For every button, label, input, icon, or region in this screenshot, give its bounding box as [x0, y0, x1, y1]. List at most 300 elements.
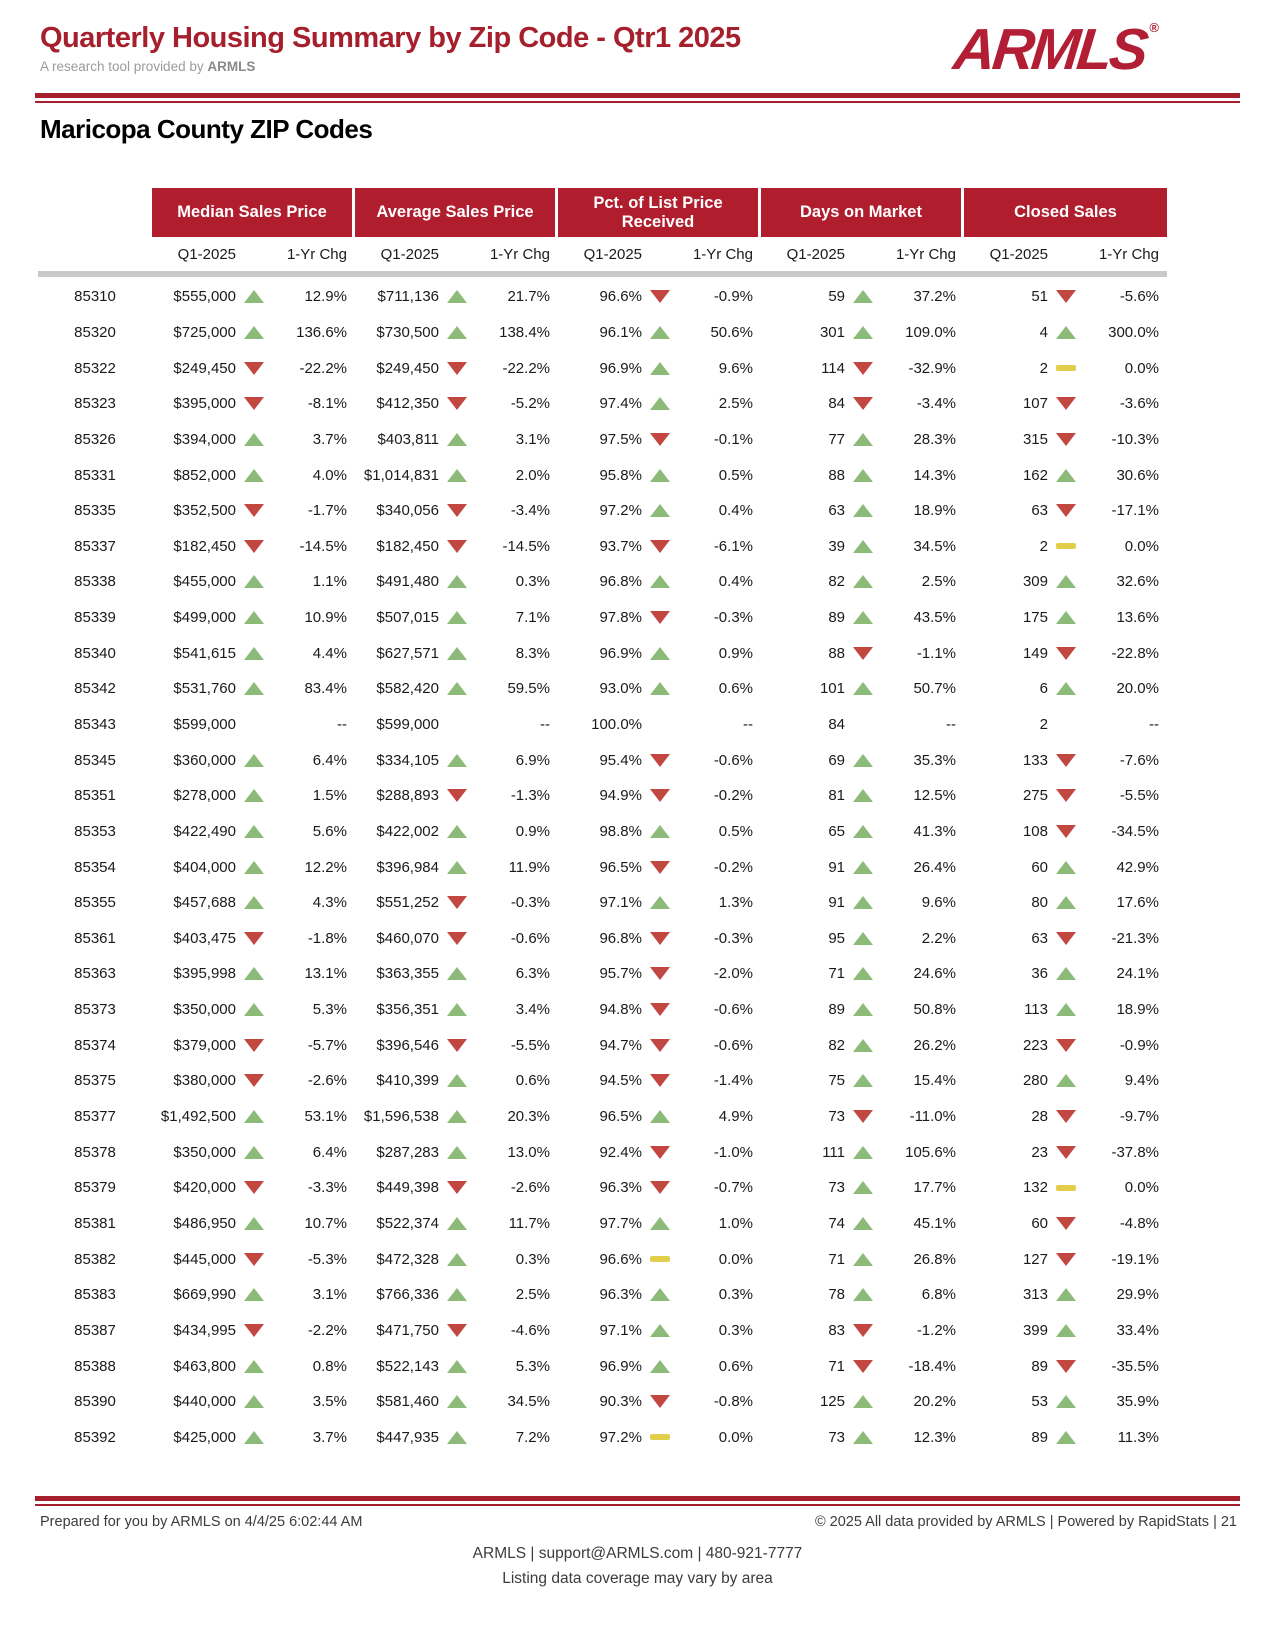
yr-change-value: 4.0% [312, 466, 347, 484]
zip-code: 85323 [74, 395, 116, 413]
down-arrow-icon [447, 1324, 467, 1337]
yr-change-value: 50.8% [913, 1001, 956, 1019]
table-row [38, 422, 1167, 458]
q1-value: $395,998 [173, 965, 236, 983]
up-arrow-icon [244, 967, 264, 980]
zip-code: 85382 [74, 1250, 116, 1268]
change-indicator [236, 647, 272, 660]
down-arrow-icon [1056, 504, 1076, 517]
zip-code: 85339 [74, 609, 116, 627]
yr-change-value: 0.3% [515, 573, 550, 591]
up-arrow-icon [1056, 1431, 1076, 1444]
change-indicator [1048, 932, 1084, 945]
change-indicator [236, 754, 272, 767]
table-row [38, 1134, 1167, 1170]
yr-change-value: -5.6% [1119, 288, 1159, 306]
q1-value: 89 [828, 609, 845, 627]
up-arrow-icon [853, 540, 873, 553]
q1-value: 97.4% [599, 395, 642, 413]
zip-code: 85355 [74, 894, 116, 912]
yr-change-value: 50.6% [710, 323, 753, 341]
q1-value: $457,688 [173, 894, 236, 912]
yr-change-value: 20.2% [913, 1393, 956, 1411]
down-arrow-icon [1056, 789, 1076, 802]
q1-value: 275 [1022, 787, 1048, 805]
up-arrow-icon [244, 1288, 264, 1301]
change-indicator [1048, 504, 1084, 517]
yr-change-value: 5.3% [312, 1001, 347, 1019]
q1-value: 73 [828, 1428, 845, 1446]
q1-value: $499,000 [173, 609, 236, 627]
subheader-q1: Q1-2025 [989, 245, 1048, 263]
yr-change-value: 53.1% [304, 1108, 347, 1126]
yr-change-value: 7.1% [515, 609, 550, 627]
change-indicator [845, 540, 881, 553]
change-indicator [642, 504, 678, 517]
yr-change-value: 59.5% [507, 680, 550, 698]
change-indicator [1048, 469, 1084, 482]
up-arrow-icon [447, 647, 467, 660]
change-indicator [1048, 754, 1084, 767]
yr-change-value: -0.3% [713, 929, 753, 947]
change-indicator [642, 1146, 678, 1159]
up-arrow-icon [1056, 611, 1076, 624]
change-indicator [236, 1003, 272, 1016]
yr-change-value: -6.1% [713, 537, 753, 555]
change-indicator [1048, 365, 1084, 371]
change-indicator [1048, 543, 1084, 549]
up-arrow-icon [244, 1360, 264, 1373]
yr-change-value: 17.6% [1116, 894, 1159, 912]
change-indicator [1048, 647, 1084, 660]
yr-change-value: -14.5% [502, 537, 550, 555]
q1-value: 91 [828, 894, 845, 912]
q1-value: 96.3% [599, 1179, 642, 1197]
q1-value: $1,596,538 [363, 1108, 439, 1126]
change-indicator [845, 861, 881, 874]
q1-value: 98.8% [599, 822, 642, 840]
change-indicator [1048, 326, 1084, 339]
up-arrow-icon [853, 1146, 873, 1159]
yr-change-value: 28.3% [913, 430, 956, 448]
page-title: Quarterly Housing Summary by Zip Code - Qtr1 2025 [40, 22, 741, 54]
q1-value: $852,000 [173, 466, 236, 484]
change-indicator [439, 1288, 475, 1301]
up-arrow-icon [447, 1110, 467, 1123]
footer-prepared-text: Prepared for you by ARMLS on 4/4/25 6:02:44 AM [40, 1514, 363, 1530]
yr-change-value: 3.7% [312, 430, 347, 448]
change-indicator [236, 1039, 272, 1052]
yr-change-value: 20.3% [507, 1108, 550, 1126]
yr-change-value: 109.0% [905, 323, 956, 341]
yr-change-value: -0.2% [713, 787, 753, 805]
change-indicator [642, 1288, 678, 1301]
zip-code: 85390 [74, 1393, 116, 1411]
down-arrow-icon [853, 1110, 873, 1123]
yr-change-value: -1.1% [916, 644, 956, 662]
change-indicator [642, 611, 678, 624]
up-arrow-icon [447, 575, 467, 588]
up-arrow-icon [447, 611, 467, 624]
down-arrow-icon [853, 362, 873, 375]
down-arrow-icon [447, 540, 467, 553]
q1-value: $288,893 [376, 787, 439, 805]
q1-value: 89 [828, 1001, 845, 1019]
q1-value: 39 [828, 537, 845, 555]
down-arrow-icon [650, 967, 670, 980]
q1-value: $287,283 [376, 1143, 439, 1161]
change-indicator [845, 1110, 881, 1123]
zip-summary-table [38, 188, 1167, 1455]
yr-change-value: 105.6% [905, 1143, 956, 1161]
yr-change-value: 6.8% [921, 1286, 956, 1304]
yr-change-value: -1.7% [307, 502, 347, 520]
change-indicator [845, 932, 881, 945]
q1-value: 93.7% [599, 537, 642, 555]
up-arrow-icon [447, 1288, 467, 1301]
change-indicator [236, 575, 272, 588]
change-indicator [642, 1434, 678, 1440]
yr-change-value: 5.6% [312, 822, 347, 840]
q1-value: $434,995 [173, 1321, 236, 1339]
yr-change-value: 13.6% [1116, 609, 1159, 627]
q1-value: $334,105 [376, 751, 439, 769]
yr-change-value: -8.1% [307, 395, 347, 413]
yr-change-value: 0.0% [1124, 1179, 1159, 1197]
yr-change-value: -14.5% [299, 537, 347, 555]
q1-value: 97.8% [599, 609, 642, 627]
q1-value: $249,450 [376, 359, 439, 377]
flat-dash-icon [650, 1256, 670, 1262]
yr-change-value: 33.4% [1116, 1321, 1159, 1339]
up-arrow-icon [853, 1074, 873, 1087]
yr-change-value: 0.0% [1124, 359, 1159, 377]
q1-value: 97.5% [599, 430, 642, 448]
up-arrow-icon [853, 861, 873, 874]
change-indicator [642, 540, 678, 553]
yr-change-value: 42.9% [1116, 858, 1159, 876]
change-indicator [845, 433, 881, 446]
q1-value: 94.8% [599, 1001, 642, 1019]
table-row [38, 742, 1167, 778]
yr-change-value: 0.3% [718, 1321, 753, 1339]
q1-value: 309 [1022, 573, 1048, 591]
change-indicator [845, 1003, 881, 1016]
q1-value: 28 [1031, 1108, 1048, 1126]
q1-value: $379,000 [173, 1036, 236, 1054]
yr-change-value: -35.5% [1111, 1357, 1159, 1375]
yr-change-value: 12.9% [304, 288, 347, 306]
change-indicator [1048, 1110, 1084, 1123]
change-indicator [439, 1003, 475, 1016]
yr-change-value: 41.3% [913, 822, 956, 840]
table-row [38, 350, 1167, 386]
q1-value: 107 [1022, 395, 1048, 413]
down-arrow-icon [650, 611, 670, 624]
q1-value: $449,398 [376, 1179, 439, 1197]
q1-value: 51 [1031, 288, 1048, 306]
q1-value: 77 [828, 430, 845, 448]
zip-code: 85338 [74, 573, 116, 591]
up-arrow-icon [244, 575, 264, 588]
yr-change-value: 12.3% [913, 1428, 956, 1446]
yr-change-value: 50.7% [913, 680, 956, 698]
q1-value: 4 [1039, 323, 1048, 341]
yr-change-value: -3.3% [307, 1179, 347, 1197]
q1-value: 96.1% [599, 323, 642, 341]
up-arrow-icon [853, 1039, 873, 1052]
q1-value: $447,935 [376, 1428, 439, 1446]
q1-value: 63 [828, 502, 845, 520]
table-row [38, 707, 1167, 743]
footer-rule-thick [35, 1496, 1240, 1501]
change-indicator [642, 825, 678, 838]
yr-change-value: 30.6% [1116, 466, 1159, 484]
change-indicator [236, 789, 272, 802]
change-indicator [236, 896, 272, 909]
up-arrow-icon [447, 1146, 467, 1159]
change-indicator [642, 932, 678, 945]
yr-change-value: -2.2% [307, 1321, 347, 1339]
flat-dash-icon [1056, 1185, 1076, 1191]
yr-change-value: 9.6% [718, 359, 753, 377]
change-indicator [845, 504, 881, 517]
q1-value: $599,000 [376, 716, 439, 733]
yr-change-value: 83.4% [304, 680, 347, 698]
yr-change-value: -4.6% [510, 1321, 550, 1339]
yr-change-value: 18.9% [913, 502, 956, 520]
change-indicator [236, 611, 272, 624]
q1-value: 113 [1024, 1001, 1048, 1019]
yr-change-value: -7.6% [1119, 751, 1159, 769]
yr-change-value: 3.5% [312, 1393, 347, 1411]
up-arrow-icon [1056, 682, 1076, 695]
yr-change-value: 17.7% [913, 1179, 956, 1197]
down-arrow-icon [447, 362, 467, 375]
group-header-median-sales-price: Median Sales Price [152, 188, 355, 237]
up-arrow-icon [1056, 1074, 1076, 1087]
up-arrow-icon [853, 1288, 873, 1301]
yr-change-value: 0.3% [515, 1250, 550, 1268]
yr-change-value: -34.5% [1111, 822, 1159, 840]
up-arrow-icon [1056, 896, 1076, 909]
q1-value: $395,000 [173, 395, 236, 413]
yr-change-value: -0.9% [713, 288, 753, 306]
subheader-chg: 1-Yr Chg [489, 245, 550, 263]
yr-change-value: 5.3% [515, 1357, 550, 1375]
change-indicator [439, 896, 475, 909]
down-arrow-icon [244, 362, 264, 375]
table-row [38, 992, 1167, 1028]
group-header-average-sales-price: Average Sales Price [355, 188, 558, 237]
change-indicator [236, 1110, 272, 1123]
q1-value: 97.2% [599, 1428, 642, 1446]
table-row [38, 1063, 1167, 1099]
up-arrow-icon [447, 326, 467, 339]
change-indicator [845, 1039, 881, 1052]
down-arrow-icon [650, 754, 670, 767]
change-indicator [236, 825, 272, 838]
zip-code: 85375 [74, 1072, 116, 1090]
change-indicator [439, 1431, 475, 1444]
q1-value: 2 [1039, 716, 1048, 733]
q1-value: $491,480 [376, 573, 439, 591]
q1-value: 97.2% [599, 502, 642, 520]
q1-value: 89 [1031, 1357, 1048, 1375]
change-indicator [439, 1324, 475, 1337]
up-arrow-icon [853, 1395, 873, 1408]
zip-code: 85378 [74, 1143, 116, 1161]
yr-change-value: -37.8% [1111, 1143, 1159, 1161]
q1-value: $472,328 [376, 1250, 439, 1268]
q1-value: 399 [1022, 1321, 1048, 1339]
yr-change-value: -- [946, 716, 956, 733]
change-indicator [1048, 1185, 1084, 1191]
change-indicator [642, 1324, 678, 1337]
up-arrow-icon [244, 1431, 264, 1444]
q1-value: $380,000 [173, 1072, 236, 1090]
footer-rule-thin [35, 1504, 1240, 1506]
up-arrow-icon [244, 861, 264, 874]
q1-value: $599,000 [173, 716, 236, 733]
change-indicator [236, 540, 272, 553]
yr-change-value: 138.4% [499, 323, 550, 341]
table-row [38, 386, 1167, 422]
zip-code: 85351 [74, 787, 116, 805]
q1-value: $340,056 [376, 502, 439, 520]
change-indicator [1048, 1253, 1084, 1266]
subheader-chg: 1-Yr Chg [692, 245, 753, 263]
change-indicator [1048, 1003, 1084, 1016]
change-indicator [1048, 1217, 1084, 1230]
up-arrow-icon [1056, 1288, 1076, 1301]
q1-value: 71 [828, 1250, 845, 1268]
yr-change-value: -5.5% [1119, 787, 1159, 805]
change-indicator [439, 397, 475, 410]
up-arrow-icon [447, 290, 467, 303]
zip-code: 85353 [74, 822, 116, 840]
change-indicator [1048, 825, 1084, 838]
q1-value: 60 [1031, 858, 1048, 876]
change-indicator [1048, 1395, 1084, 1408]
q1-value: 96.9% [599, 1357, 642, 1375]
yr-change-value: 4.3% [312, 894, 347, 912]
change-indicator [236, 861, 272, 874]
down-arrow-icon [650, 1074, 670, 1087]
change-indicator [1048, 611, 1084, 624]
up-arrow-icon [650, 896, 670, 909]
change-indicator [236, 1431, 272, 1444]
change-indicator [845, 754, 881, 767]
change-indicator [439, 575, 475, 588]
change-indicator [439, 469, 475, 482]
table-row [38, 1277, 1167, 1313]
q1-value: 82 [828, 1036, 845, 1054]
q1-value: $420,000 [173, 1179, 236, 1197]
yr-change-value: 2.5% [921, 573, 956, 591]
change-indicator [642, 575, 678, 588]
change-indicator [845, 1217, 881, 1230]
q1-value: $403,475 [173, 929, 236, 947]
yr-change-value: -3.6% [1119, 395, 1159, 413]
change-indicator [236, 932, 272, 945]
yr-change-value: 0.4% [718, 573, 753, 591]
table-divider [38, 271, 1167, 277]
change-indicator [845, 1253, 881, 1266]
yr-change-value: 8.3% [515, 644, 550, 662]
up-arrow-icon [244, 754, 264, 767]
yr-change-value: -- [540, 716, 550, 733]
up-arrow-icon [244, 896, 264, 909]
q1-value: 223 [1022, 1036, 1048, 1054]
footer-row [40, 1514, 1237, 1530]
yr-change-value: -22.2% [299, 359, 347, 377]
down-arrow-icon [650, 932, 670, 945]
down-arrow-icon [1056, 1360, 1076, 1373]
down-arrow-icon [1056, 825, 1076, 838]
change-indicator [439, 682, 475, 695]
flat-dash-icon [1056, 365, 1076, 371]
up-arrow-icon [853, 754, 873, 767]
down-arrow-icon [447, 896, 467, 909]
change-indicator [439, 1110, 475, 1123]
q1-value: 65 [828, 822, 845, 840]
yr-change-value: -0.6% [713, 1036, 753, 1054]
q1-value: 111 [822, 1143, 845, 1161]
q1-value: $403,811 [377, 430, 439, 448]
table-row [38, 600, 1167, 636]
up-arrow-icon [650, 682, 670, 695]
yr-change-value: -11.0% [909, 1108, 956, 1126]
zip-code: 85388 [74, 1357, 116, 1375]
up-arrow-icon [853, 682, 873, 695]
q1-value: 125 [819, 1393, 845, 1411]
q1-value: $396,984 [376, 858, 439, 876]
q1-value: $455,000 [173, 573, 236, 591]
down-arrow-icon [244, 1074, 264, 1087]
q1-value: 94.9% [599, 787, 642, 805]
change-indicator [845, 682, 881, 695]
yr-change-value: 2.5% [718, 395, 753, 413]
change-indicator [845, 469, 881, 482]
q1-value: 78 [828, 1286, 845, 1304]
change-indicator [439, 1360, 475, 1373]
change-indicator [642, 1217, 678, 1230]
change-indicator [439, 611, 475, 624]
up-arrow-icon [244, 469, 264, 482]
change-indicator [1048, 433, 1084, 446]
change-indicator [845, 397, 881, 410]
up-arrow-icon [650, 504, 670, 517]
yr-change-value: -0.3% [510, 894, 550, 912]
change-indicator [236, 362, 272, 375]
yr-change-value: 2.0% [515, 466, 550, 484]
q1-value: $356,351 [376, 1001, 439, 1019]
armls-logo-text: ARMLS [950, 17, 1149, 82]
q1-value: 91 [828, 858, 845, 876]
down-arrow-icon [244, 1181, 264, 1194]
zip-code: 85392 [74, 1428, 116, 1446]
yr-change-value: 1.1% [312, 573, 347, 591]
change-indicator [845, 1395, 881, 1408]
q1-value: 100.0% [591, 716, 642, 733]
yr-change-value: 3.7% [312, 1428, 347, 1446]
q1-value: 96.6% [599, 288, 642, 306]
change-indicator [236, 397, 272, 410]
q1-value: $360,000 [173, 751, 236, 769]
q1-value: $627,571 [376, 644, 439, 662]
yr-change-value: -2.6% [307, 1072, 347, 1090]
